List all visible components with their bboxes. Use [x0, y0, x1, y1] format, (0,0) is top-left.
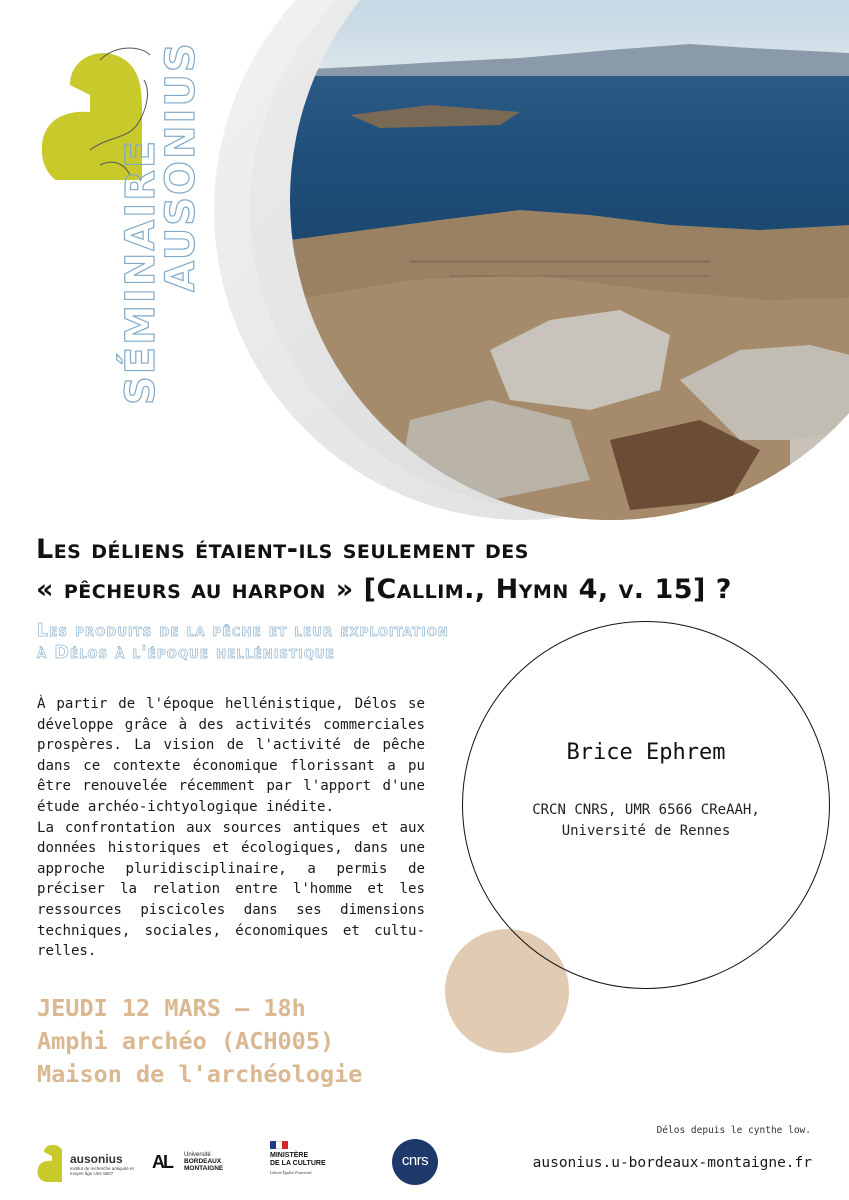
subtitle-line-2: à Délos à l'époque hellénistique	[37, 643, 335, 663]
ubm-logo-line-1: Université	[184, 1152, 211, 1158]
speaker-name: Brice Ephrem	[566, 740, 726, 765]
event-date-time: JEUDI 12 MARS — 18h	[37, 994, 306, 1022]
ubm-logo-line-2-3: BORDEAUX MONTAIGNE	[184, 1158, 224, 1172]
ausonius-logo	[36, 1140, 136, 1184]
subtitle	[37, 620, 557, 664]
title-line-1: Les déliens étaient-ils seulement des	[36, 534, 529, 565]
website-link[interactable]: ausonius.u-bordeaux-montaigne.fr	[532, 1155, 812, 1171]
page-title	[36, 530, 836, 610]
photo-credit: Délos depuis le cynthe low.	[656, 1125, 811, 1136]
abstract-paragraph-1: À partir de l'époque hellénistique, Délos se développe grâce à des activités commerciales prospères. La vision de l'activité de pêche dans ce contexte économique florissant a pu être renouvelée récemment par l'apport d'une étude archéo-ichtyologique inédite.	[37, 696, 425, 815]
series-label-ausonius: AUSONIUS	[158, 41, 204, 292]
event-info	[37, 992, 437, 1091]
ministere-logo-text: MINISTÈRE DE LA CULTURE	[270, 1152, 326, 1167]
cnrs-logo-icon	[392, 1139, 438, 1185]
ministere-culture-logo	[270, 1141, 340, 1185]
photo-landscape	[290, 0, 849, 520]
ubm-logo	[152, 1150, 232, 1174]
speaker-affiliation-line-1: CRCN CNRS, UMR 6566 CReAAH,	[532, 802, 760, 818]
ministere-motto: Liberté Égalité Fraternité	[270, 1170, 312, 1175]
title-line-2: « pêcheurs au harpon » [Callim., Hymn 4, v. 15] ?	[36, 574, 732, 605]
event-building: Maison de l'archéologie	[37, 1060, 363, 1088]
cnrs-logo-text: cnrs	[401, 1152, 429, 1169]
ausonius-mark-icon	[36, 1142, 68, 1182]
french-flag-icon	[270, 1141, 288, 1149]
speaker-affiliation-line-2: Université de Rennes	[561, 823, 731, 839]
header-photo-delos	[290, 0, 849, 520]
ausonius-logo-name: ausonius	[70, 1152, 123, 1166]
abstract-paragraph-2: La confrontation aux sources antiques et aux données historiques et écologiques, dans une approche pluridisciplinaire, a permis de préciser la relation entre l'homme et les ressources piscicoles dans ses dimensions techniques, sociales, économiques et cultu-relles.	[37, 819, 425, 960]
subtitle-line-1: Les produits de la pêche et leur exploitation	[37, 621, 449, 641]
event-room: Amphi archéo (ACH005)	[37, 1027, 335, 1055]
ubm-mark-icon: AL	[152, 1152, 172, 1172]
speaker-affiliation	[470, 800, 822, 842]
ausonius-logo-sub: institut de recherche antiquité et moyen âge Umr 5607	[70, 1166, 134, 1176]
series-label-seminaire: SÉMINAIRE	[118, 138, 164, 405]
abstract-text	[37, 694, 425, 962]
